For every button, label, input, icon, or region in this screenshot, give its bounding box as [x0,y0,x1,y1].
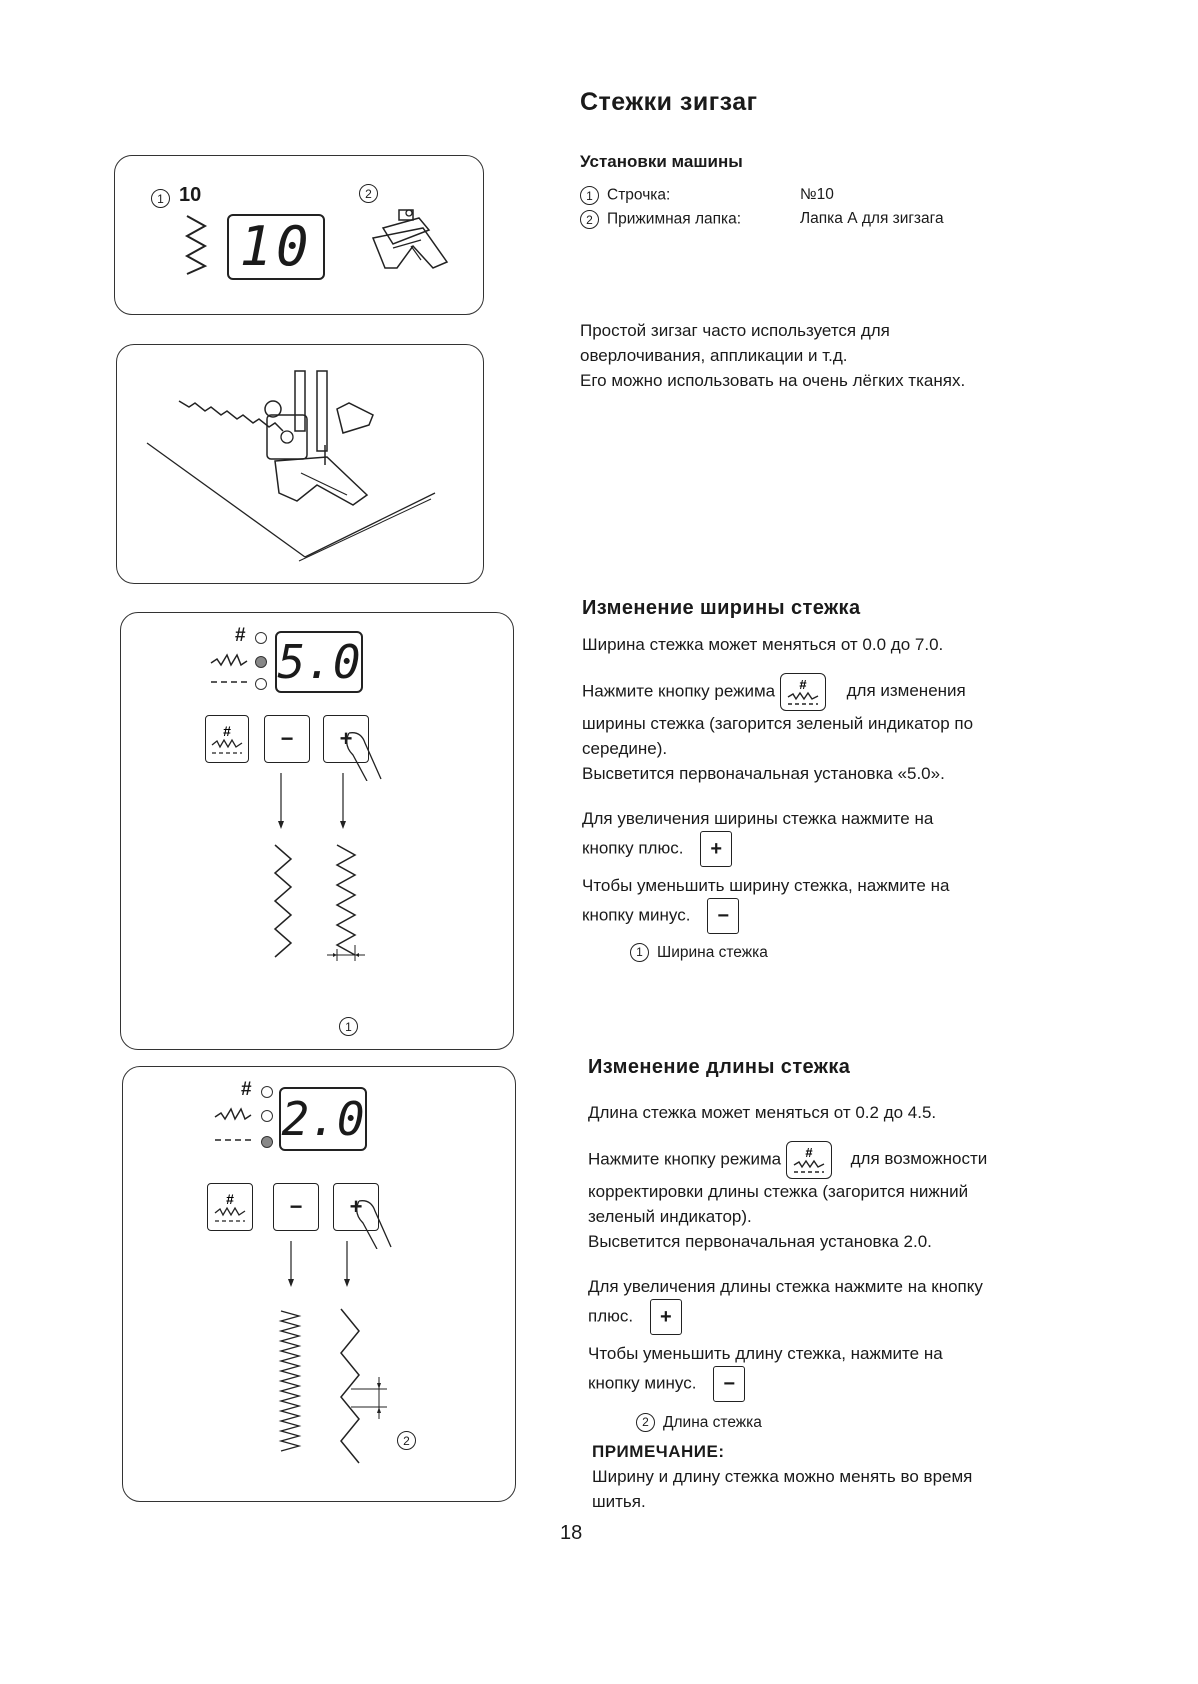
width-adjust-panel [120,612,514,1050]
length-mode-button[interactable] [207,1183,253,1231]
width-indicator-light [255,678,267,690]
sewing-illustration-panel [116,344,484,584]
callout-number: 2 [580,210,599,229]
page-number: 18 [560,1522,583,1544]
width-display: 5.0 [275,631,363,693]
svg-text:#: # [226,1191,234,1207]
width-press-line: Нажмите кнопку режима # для изменения [582,673,1102,711]
stitch-display: 10 [227,214,325,280]
length-indicator-symbol: # [241,1079,252,1100]
intro-line: Его можно использовать на очень лёгких тканях. [580,371,966,390]
length-minus-button[interactable]: − [273,1183,319,1231]
length-text: Длина стежка может меняться от 0.2 до 4.5. Нажмите кнопку режима # для возможности корректировки длины стежка (загорится нижний зеленый индикатор). Высветится первоначальная установка 2.0. Для увеличения длины стежка нажмите на кнопку плюс. + Чтобы уменьшить длину стежка, нажмите на кнопку минус. − 2 Длина стежка [588,1100,1108,1435]
width-stitch-diagram [261,769,381,1039]
machine-settings-table [580,186,1080,234]
zigzag-indicator-icon [209,649,253,669]
svg-text:#: # [799,677,807,692]
straight-stitch-indicator-icon [209,677,253,687]
length-plus-button[interactable]: + [333,1183,379,1231]
width-minus-button[interactable]: − [264,715,310,763]
intro-paragraph [580,318,1100,393]
presser-foot-icon [363,204,453,282]
straight-stitch-indicator-icon [213,1135,257,1145]
plus-button-icon: + [700,831,732,867]
sewing-machine-foot-illustration [117,345,483,583]
length-indicator-light-active [261,1136,273,1148]
settings-row [580,186,1080,210]
length-range: Длина стежка может меняться от 0.2 до 4.5. [588,1103,937,1122]
length-indicator-light [261,1086,273,1098]
width-text: Ширина стежка может меняться от 0.0 до 7.0. Нажмите кнопку режима # для изменения ширины стежка (загорится зеленый индикатор по середине). Высветится первоначальная установка «5.0». Для увеличения ширины стежка нажмите на кнопку плюс. + Чтобы уменьшить ширину стежка, нажмите на кнопку минус. − 1 Ширина стежка [582,632,1102,965]
callout-number: 2 [359,184,378,203]
stitch-settings-panel [114,155,484,315]
settings-label: Строчка: [607,186,671,204]
settings-value: Лапка А для зигзага [800,210,944,227]
note-heading: ПРИМЕЧАНИЕ: [592,1442,725,1461]
stitch-number: 10 [179,184,202,206]
note-text: Ширину и длину стежка можно менять во время шитья. [592,1467,973,1511]
intro-line: Простой зигзаг часто используется для [580,321,890,340]
minus-button-icon: − [707,898,739,934]
length-heading: Изменение длины стежка [588,1056,851,1078]
width-diagram-callout: 1 [339,1017,358,1036]
mode-button-icon [786,1141,832,1179]
callout-number: 1 [580,186,599,205]
page-title: Стежки зигзаг [580,88,758,116]
length-initial: Высветится первоначальная установка 2.0. [588,1232,932,1251]
settings-value: №10 [800,186,834,203]
width-indicator-symbol: # [235,625,246,646]
length-display: 2.0 [279,1087,367,1151]
length-stitch-diagram [263,1237,403,1487]
width-heading: Изменение ширины стежка [582,597,861,619]
settings-row [580,210,1080,234]
width-mode-button[interactable] [205,715,249,763]
mode-button-icon [780,673,826,711]
machine-settings-heading: Установки машины [580,152,743,171]
width-indicator-light [255,632,267,644]
length-diagram-callout: 2 [397,1431,416,1450]
length-press-line: Нажмите кнопку режима # для возможности [588,1141,1108,1179]
zigzag-indicator-icon [213,1103,257,1123]
plus-button-icon: + [650,1299,682,1335]
width-indicator-light-active [255,656,267,668]
width-plus-button[interactable]: + [323,715,369,763]
settings-label: Прижимная лапка: [607,210,742,228]
mode-icon [207,719,247,759]
width-initial: Высветится первоначальная установка «5.0». [582,764,945,783]
length-caption: 2 Длина стежка [636,1410,1108,1435]
minus-button-icon: − [713,1366,745,1402]
zigzag-stitch-icon [181,212,211,276]
intro-line: оверлочивания, аппликации и т.д. [580,346,848,365]
width-caption: 1 Ширина стежка [630,940,1102,965]
svg-text:#: # [805,1145,813,1160]
svg-text:#: # [223,723,231,739]
length-adjust-panel [122,1066,516,1502]
callout-number: 1 [151,189,170,208]
width-range: Ширина стежка может меняться от 0.0 до 7.0. [582,635,944,654]
mode-icon [210,1187,250,1227]
length-indicator-light [261,1110,273,1122]
